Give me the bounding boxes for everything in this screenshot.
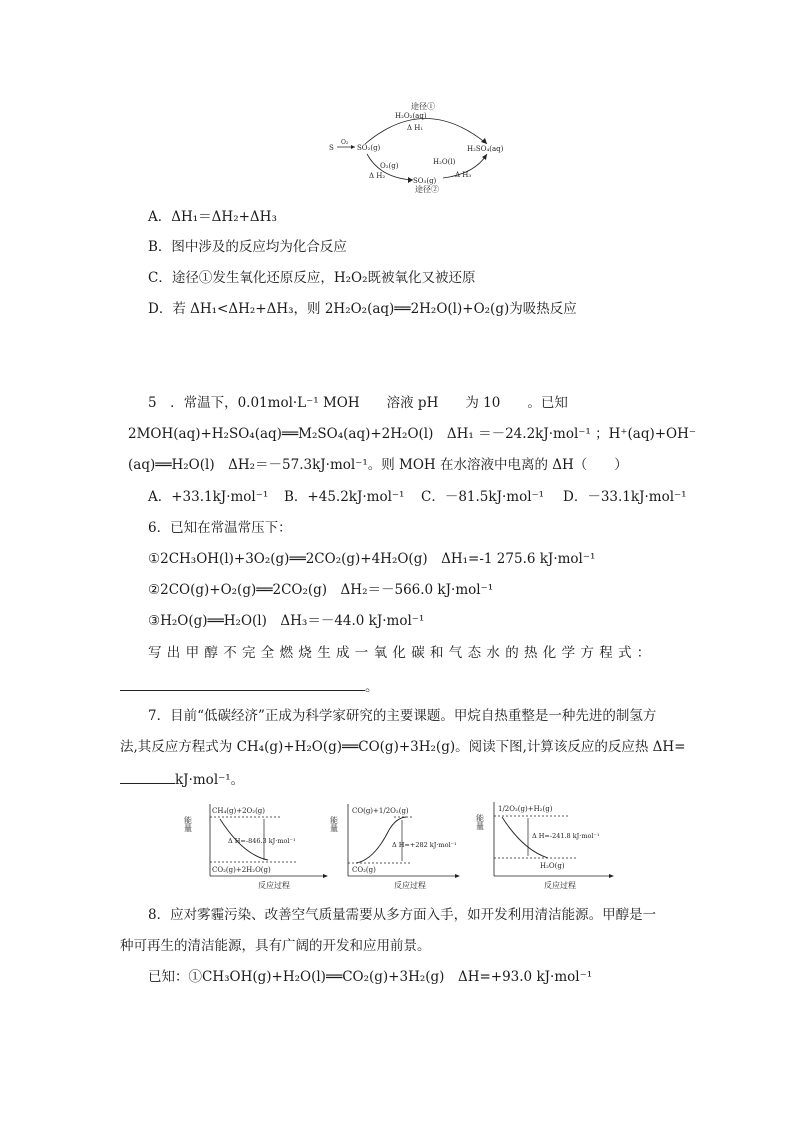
graph2-top-label: CO(g)+1/2O₂(g): [352, 807, 409, 815]
q7-line-3-wrap: [120, 769, 244, 789]
energy-graph-2: [329, 800, 474, 892]
q8-line-1: 8．应对雾霾污染、改善空气质量需要从多方面入手，如开发利用清洁能源。甲醇是一: [148, 907, 657, 923]
q4-option-b: B．图中涉及的反应均为化合反应: [148, 239, 347, 255]
q5-option-a: A．+33.1kJ·mol⁻¹: [148, 489, 269, 505]
q4-option-c: C．途径①发生氧化还原反应，H₂O₂既被氧化又被还原: [148, 270, 476, 286]
q8-line-3: 已知：①CH₃OH(g)+H₂O(l)══CO₂(g)+3H₂(g) ΔH=+93.0 kJ·mol⁻¹: [148, 969, 593, 985]
q5-line-3: (aq)══H₂O(l) ΔH₂＝－57.3kJ·mol⁻¹。则 MOH 在水溶液中电离的 ΔH（ ）: [128, 457, 628, 473]
graph1-x-arrowhead: [323, 874, 328, 878]
q5-line-2: 2MOH(aq)+H₂SO₄(aq)══M₂SO₄(aq)+2H₂O(l) ΔH₁ ＝－24.2kJ·mol⁻¹ ；H⁺(aq)+OH⁻: [128, 426, 697, 442]
dh2-label: Δ H₂: [369, 172, 386, 180]
q8-line-2: 种可再生的清洁能源，具有广阔的开发和应用前景。: [120, 938, 431, 954]
graph1-bottom-label: CO₂(g)+2H₂O(g): [212, 866, 271, 874]
energy-graph-3: [475, 798, 628, 892]
h2o2-label: H₂O₂(aq): [395, 112, 427, 120]
graph2-xlabel: 反应过程: [394, 881, 426, 890]
s-label: S: [329, 144, 334, 152]
q6-answer-blank[interactable]: [120, 676, 365, 691]
h2ol-label: H₂O(l): [433, 158, 456, 166]
route1-label: 途径①: [411, 102, 435, 111]
route1-arrowhead: [481, 138, 487, 144]
s-to-so2-arrowhead: [351, 145, 355, 149]
q7-line-3: kJ·mol⁻¹。: [175, 772, 245, 788]
q6-question: 写出甲醇不完全燃烧生成一氧化碳和气态水的热化学方程式：: [148, 645, 656, 661]
graph2-x-arrowhead: [455, 874, 460, 878]
graph1-ylabel: 能量: [183, 816, 193, 832]
graph2-curve: [356, 817, 406, 863]
graph3-top-label: 1/2O₂(g)+H₂(g): [498, 805, 553, 813]
graph2-bottom-label: CO₂(g): [352, 866, 376, 874]
graph2-dh-label: Δ H=+282 kJ·mol⁻¹: [392, 841, 457, 849]
graph3-xlabel: 反应过程: [544, 881, 576, 890]
graph3-bottom-label: H₂O(g): [540, 862, 565, 870]
dh3-label: Δ H₃: [455, 171, 472, 179]
graph2-ylabel: 能量: [329, 816, 339, 832]
q7-line-2: 法,其反应方程式为 CH₄(g)+H₂O(g)══CO(g)+3H₂(g)。阅读下图,计算该反应的反应热 ΔH=: [120, 739, 686, 755]
graph3-ylabel: 能量: [475, 814, 485, 830]
q6-equation-1: ①2CH₃OH(l)+3O₂(g)══2CO₂(g)+4H₂O(g) ΔH₁=-1 275.6 kJ·mol⁻¹: [148, 551, 596, 567]
q6-equation-3: ③H₂O(g)══H₂O(l) ΔH₃＝－44.0 kJ·mol⁻¹: [148, 613, 425, 629]
route1-arc: [365, 119, 487, 145]
route2-right-arrowhead: [482, 154, 487, 160]
q6-answer-end: 。: [365, 679, 379, 695]
graph1-dh-label: Δ H=-846.3 kJ·mol⁻¹: [228, 837, 296, 845]
so2-label: SO₂(g): [357, 144, 381, 152]
q7-line-1: 7．目前“低碳经济”正成为科学家研究的主要课题。甲烷自热重整是一种先进的制氢方: [148, 708, 657, 724]
q4-option-a: A．ΔH₁＝ΔH₂+ΔH₃: [148, 209, 277, 225]
dh1-label: Δ H₁: [407, 124, 424, 132]
graph1-top-label: CH₄(g)+2O₂(g): [212, 807, 266, 815]
route2-label: 途径②: [415, 185, 439, 194]
q7-answer-blank[interactable]: [120, 769, 175, 784]
graph3-dh-label: Δ H=-241.8 kJ·mol⁻¹: [532, 832, 600, 840]
q5-option-b: B．+45.2kJ·mol⁻¹: [284, 489, 405, 505]
o2-arrow-label: O₂: [341, 139, 349, 146]
reaction-cycle-diagram: [325, 98, 525, 198]
so3-label: SO₃(g): [413, 177, 437, 185]
q4-option-d: D．若 ΔH₁<ΔH₂+ΔH₃，则 2H₂O₂(aq)══2H₂O(l)+O₂(g)为吸热反应: [148, 301, 577, 317]
q5-line-1: 5 ．常温下，0.01mol·L⁻¹ MOH 溶液 pH 为 10 。已知: [148, 395, 568, 411]
h2so4-label: H₂SO₄(aq): [467, 145, 504, 153]
graph1-xlabel: 反应过程: [258, 881, 290, 890]
q6-answer-line: [120, 676, 379, 696]
q5-option-d: D．－33.1kJ·mol⁻¹: [563, 489, 687, 505]
graph3-x-arrowhead: [609, 874, 614, 878]
q6-equation-2: ②2CO(g)+O₂(g)══2CO₂(g) ΔH₂＝－566.0 kJ·mol⁻¹: [148, 582, 494, 598]
energy-graph-1: [183, 800, 334, 892]
o2g-label: O₂(g): [380, 162, 399, 170]
q6-intro: 6．已知在常温常压下：: [148, 520, 292, 536]
q5-option-c: C．－81.5kJ·mol⁻¹: [421, 489, 545, 505]
